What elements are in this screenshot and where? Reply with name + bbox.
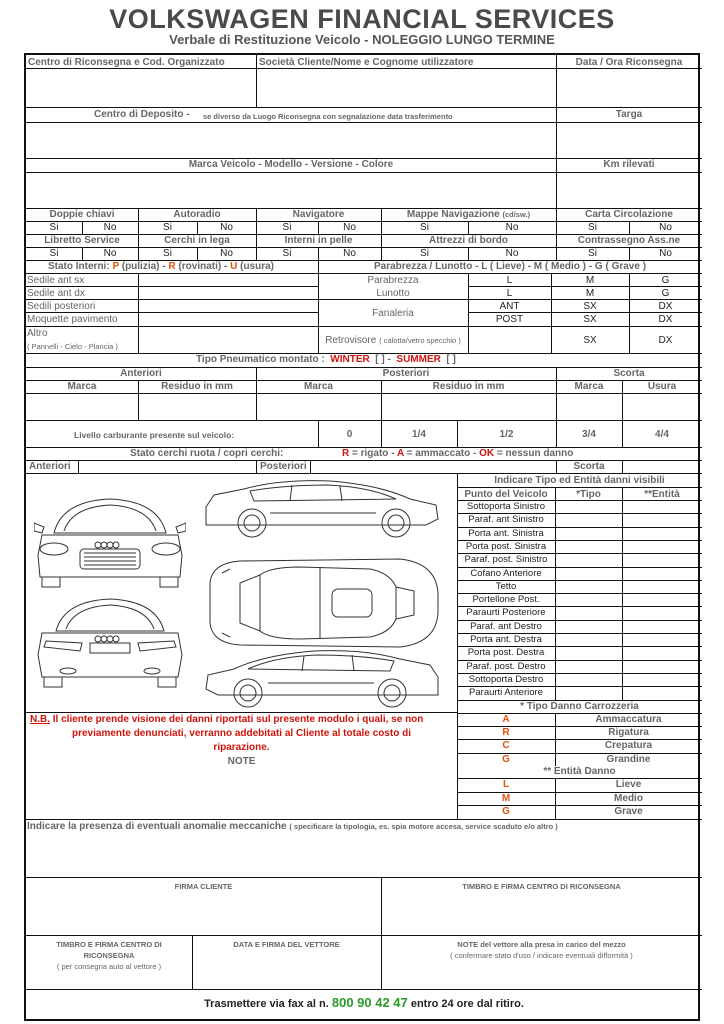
timbro-centro: TIMBRO E FIRMA CENTRO DI RICONSEGNA xyxy=(462,882,621,891)
pneu-scorta-usura: Usura xyxy=(647,381,677,392)
interni-3: Sedili posteriori xyxy=(27,301,96,312)
damage-point: Sottoporta Destro xyxy=(468,673,544,685)
nb-line1: N.B. Il cliente prende visione dei danni riportati sul presente modulo i quali, se non xyxy=(30,714,424,725)
km-label: Km rilevati xyxy=(603,159,655,170)
lunotto-m: M xyxy=(585,288,595,299)
car-left-side-view xyxy=(200,477,444,539)
sino-1-6[interactable]: No xyxy=(343,222,356,233)
interni-altro-note: ( Pannelli - Cielo - Plancia ) xyxy=(27,342,118,351)
damage-point: Sottoporta Sinistro xyxy=(466,501,546,512)
cerchi-legend: R = rigato - A = ammaccato - OK = nessun danno xyxy=(342,448,574,459)
car-right-side-view xyxy=(200,647,444,711)
note-vettore: NOTE del vettore alla presa in carico del mezzo xyxy=(457,940,626,949)
cerchi-anteriori: Anteriori xyxy=(29,461,71,472)
parabrezza-label: Parabrezza xyxy=(367,275,419,286)
pneu-posteriori: Posteriori xyxy=(382,368,430,379)
tipo-code: C xyxy=(502,740,510,752)
note-vettore-2: ( confermare stato d'uso / indicare eventuali difformità ) xyxy=(450,951,633,960)
nb-line3: riparazione. xyxy=(213,742,270,753)
tipo-code: G xyxy=(502,753,510,765)
timbro2-c: ( per consegna auto al vettore ) xyxy=(56,962,162,971)
pneu-post-marca: Marca xyxy=(304,381,333,392)
car-front-view xyxy=(34,493,186,589)
parabrezza-m: M xyxy=(585,275,595,286)
fanaleria-label: Fanaleria xyxy=(372,308,414,319)
pneu-scorta: Scorta xyxy=(613,368,645,379)
parabrezza-g: G xyxy=(661,275,670,286)
entita-label: Grave xyxy=(614,806,643,818)
sino-2-1[interactable]: Si xyxy=(49,248,59,259)
damage-point: Porta post. Sinistra xyxy=(465,540,547,552)
danni-tipo: *Tipo xyxy=(576,489,601,500)
fanaleria-ant-dx: DX xyxy=(658,301,673,312)
fanaleria-ant: ANT xyxy=(499,301,520,312)
lunotto-g: G xyxy=(661,288,670,299)
pneumatici-tipo: Tipo Pneumatico montato : WINTER [ ] - SUMMER [ ] xyxy=(196,354,456,365)
acc-5: Carta Circolazione xyxy=(585,209,673,220)
car-top-view xyxy=(200,553,444,653)
damage-point: Paraurti Posteriore xyxy=(466,607,546,619)
data-label: Data / Ora Riconsegna xyxy=(575,57,683,68)
marca-label: Marca Veicolo - Modello - Versione - Colore xyxy=(188,159,394,170)
brand-title: VOLKSWAGEN FINANCIAL SERVICES xyxy=(109,4,615,34)
damage-point: Paraurti Anteriore xyxy=(469,687,543,699)
acc-10: Contrassegno Ass.ne xyxy=(577,235,681,246)
entita-title: ** Entità Danno xyxy=(543,766,616,777)
carb-0[interactable]: 0 xyxy=(346,429,353,440)
lunotto-label: Lunotto xyxy=(376,288,410,299)
sino-2-9[interactable]: Si xyxy=(588,248,597,259)
danni-punto: Punto del Veicolo xyxy=(464,489,548,500)
anomalie-label: Indicare la presenza di eventuali anomalie meccaniche ( specificare la tipologia, es. spia motore accesa, service scaduto e/o altro ) xyxy=(27,821,558,832)
lunotto-l: L xyxy=(506,288,513,299)
interni-title: Stato Interni: P (pulizia) - R (rovinati) - U (usura) xyxy=(48,261,275,272)
note-label: NOTE xyxy=(227,756,256,767)
entita-label: Medio xyxy=(614,792,643,804)
tipo-label: Grandine xyxy=(606,753,651,765)
damage-point: Portellone Post. xyxy=(472,594,540,606)
sino-1-2[interactable]: No xyxy=(103,222,117,233)
entita-code: G xyxy=(502,806,510,818)
danni-entita: **Entità xyxy=(644,489,680,500)
interni-altro: Altro xyxy=(27,328,48,339)
sino-1-7[interactable]: Si xyxy=(420,222,429,233)
damage-point: Paraf. post. Sinistro xyxy=(464,554,548,566)
timbro2-a: TIMBRO E FIRMA CENTRO DI xyxy=(56,940,162,949)
tipo-label: Ammaccatura xyxy=(595,714,662,725)
sino-1-5[interactable]: Si xyxy=(282,222,292,233)
carb-2[interactable]: 1/2 xyxy=(499,429,514,440)
acc-2: Autoradio xyxy=(173,209,221,220)
form-subtitle: Verbale di Restituzione Veicolo - NOLEGGIO LUNGO TERMINE xyxy=(169,32,555,47)
interni-2: Sedile ant dx xyxy=(27,288,85,299)
sino-2-7[interactable]: Si xyxy=(420,248,429,259)
acc-3: Navigatore xyxy=(292,209,345,220)
nb-line2: previamente denunciati, verranno addebitati al Cliente al totale costo di xyxy=(72,728,411,739)
sino-2-8[interactable]: No xyxy=(505,248,519,259)
fanaleria-ant-sx: SX xyxy=(583,301,597,312)
vetri-title: Parabrezza / Lunotto - L ( Lieve) - M ( Medio ) - G ( Grave ) xyxy=(373,261,647,272)
cerchi-posteriori: Posteriori xyxy=(260,461,307,472)
interni-1: Sedile ant sx xyxy=(27,275,85,286)
retrovisore-label: Retrovisore ( calotta/vetro specchio ) xyxy=(325,335,461,346)
carburante-label: Livello carburante presente sul veicolo: xyxy=(74,430,235,440)
danni-title: Indicare Tipo ed Entità danni visibili xyxy=(494,475,665,486)
sino-2-10[interactable]: No xyxy=(659,248,672,259)
retrovisore-sx: SX xyxy=(583,335,597,346)
sino-1-8[interactable]: No xyxy=(505,222,519,233)
sino-1-3[interactable]: Si xyxy=(163,222,172,233)
pneu-post-residuo: Residuo in mm xyxy=(432,381,505,392)
tipo-code: R xyxy=(502,727,510,739)
entita-code: L xyxy=(502,779,510,790)
parabrezza-l: L xyxy=(506,275,513,286)
pneu-scorta-marca: Marca xyxy=(574,381,604,392)
tipo-code: A xyxy=(502,714,510,725)
carb-3[interactable]: 3/4 xyxy=(582,429,596,440)
damage-point: Porta ant. Sinistra xyxy=(468,527,544,539)
damage-point: Cofano Anteriore xyxy=(470,567,542,579)
sino-2-5[interactable]: Si xyxy=(282,248,292,259)
acc-9: Attrezzi di bordo xyxy=(429,235,508,246)
targa-label: Targa xyxy=(615,109,643,120)
acc-4: Mappe Navigazione (cd/sw.) xyxy=(406,209,531,220)
firma-cliente: FIRMA CLIENTE xyxy=(174,882,233,891)
entita-label: Lieve xyxy=(615,779,642,790)
tipo-danno-title: * Tipo Danno Carrozzeria xyxy=(520,701,639,712)
interni-4: Moquette pavimento xyxy=(27,314,118,325)
sino-1-10[interactable]: No xyxy=(659,222,672,233)
damage-point: Paraf. ant Sinistro xyxy=(468,514,544,526)
acc-7: Cerchi in lega xyxy=(164,235,230,246)
form-frame xyxy=(24,53,700,1021)
sino-1-1[interactable]: Si xyxy=(49,222,59,233)
entita-code: M xyxy=(501,792,511,804)
carb-1[interactable]: 1/4 xyxy=(412,429,426,440)
sino-2-6[interactable]: No xyxy=(343,248,356,259)
tipo-label: Crepatura xyxy=(604,740,653,752)
pneu-ant-residuo: Residuo in mm xyxy=(161,381,233,392)
carb-4[interactable]: 4/4 xyxy=(655,429,669,440)
sino-2-4[interactable]: No xyxy=(220,248,233,259)
acc-8: Interni in pelle xyxy=(284,235,353,246)
tipo-label: Rigatura xyxy=(608,727,649,739)
centro-label: Centro di Riconsegna e Cod. Organizzato xyxy=(28,57,225,68)
fanaleria-post: POST xyxy=(495,314,524,325)
damage-point: Paraf. post. Destro xyxy=(466,660,546,672)
acc-1: Doppie chiavi xyxy=(49,209,115,220)
damage-point: Porta post. Destra xyxy=(467,647,545,659)
pneu-anteriori: Anteriori xyxy=(120,368,162,379)
data-firma-vettore: DATA E FIRMA DEL VETTORE xyxy=(233,940,340,949)
damage-point: Porta ant. Destra xyxy=(470,634,542,645)
sino-2-3[interactable]: Si xyxy=(163,248,172,259)
cerchi-label: Stato cerchi ruota / copri cerchi: xyxy=(130,448,284,459)
acc-6: Libretto Service xyxy=(44,235,120,246)
sino-1-9[interactable]: Si xyxy=(588,222,597,233)
damage-point: Tetto xyxy=(495,580,517,592)
deposito-label: Centro di Deposito - xyxy=(94,109,190,120)
sino-1-4[interactable]: No xyxy=(220,222,233,233)
car-rear-view xyxy=(34,595,186,691)
sino-2-2[interactable]: No xyxy=(103,248,117,259)
fanaleria-post-dx: DX xyxy=(658,314,673,325)
cerchi-scorta: Scorta xyxy=(573,461,605,472)
footer: Trasmettere via fax al n. 800 90 42 47 entro 24 ore dal ritiro. xyxy=(204,995,524,1010)
deposito-note: se diverso da Luogo Riconsegna con segnalazione data trasferimento xyxy=(203,112,453,121)
timbro2-b: RICONSEGNA xyxy=(83,951,135,960)
pneu-ant-marca: Marca xyxy=(67,381,97,392)
fanaleria-post-sx: SX xyxy=(583,314,597,325)
retrovisore-dx: DX xyxy=(658,335,673,346)
damage-point: Paraf. ant Destro xyxy=(470,620,542,632)
societa-label: Società Cliente/Nome e Cognome utilizzatore xyxy=(259,57,474,68)
